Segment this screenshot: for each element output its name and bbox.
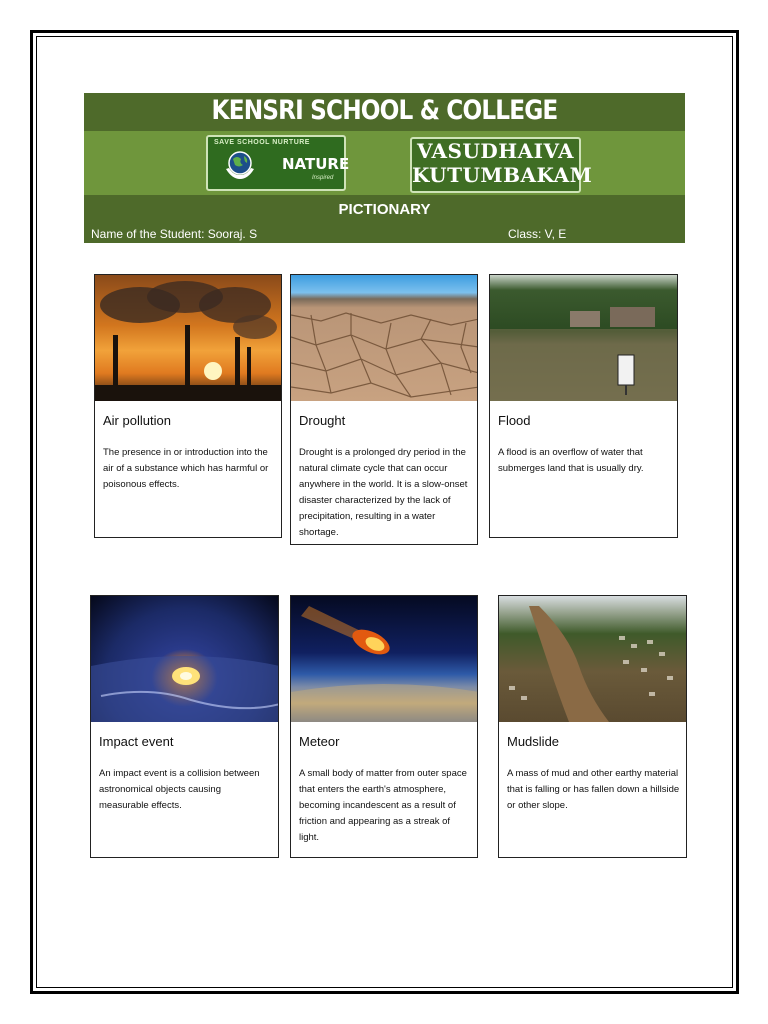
globe-hands-icon bbox=[222, 147, 258, 183]
logo-top-text: SAVE SCHOOL NURTURE bbox=[214, 139, 310, 146]
page-title: PICTIONARY bbox=[338, 201, 431, 218]
card-description: The presence in or introduction into the air of a substance which has harmful or poisonous effects. bbox=[103, 447, 269, 490]
student-name: Name of the Student: Sooraj. S bbox=[91, 227, 258, 241]
card-description: Drought is a prolonged dry period in the natural climate cycle that can occur anywhere in the world. It is a slow-onset disaster characterized by the lack of precipitation, resulting in a water shortage. bbox=[299, 447, 468, 538]
card-description: A small body of matter from outer space that enters the earth's atmosphere, becoming incandescent as a result of friction and appearing as a streak of light. bbox=[299, 768, 467, 843]
card-meteor bbox=[290, 595, 478, 858]
meteor-image bbox=[291, 596, 477, 722]
cracked-earth-image bbox=[291, 275, 477, 401]
logo-sub: Inspired bbox=[312, 175, 334, 181]
card-mudslide bbox=[498, 595, 687, 858]
card-drought bbox=[290, 274, 478, 545]
card-impact-event bbox=[90, 595, 279, 858]
card-description: An impact event is a collision between astronomical objects causing measurable effects. bbox=[99, 768, 260, 811]
logo-line-1: VASUDHAIVA bbox=[417, 139, 574, 163]
card-title: Meteor bbox=[299, 734, 340, 749]
asteroid-impact-image bbox=[91, 596, 278, 722]
factory-smoke-image bbox=[95, 275, 281, 401]
flooded-street-image bbox=[490, 275, 677, 401]
card-description: A mass of mud and other earthy material that is falling or has fallen down a hillside or other slope. bbox=[507, 768, 680, 811]
card-flood bbox=[489, 274, 678, 538]
school-name: KENSRI SCHOOL & COLLEGE bbox=[211, 95, 558, 126]
card-title: Drought bbox=[299, 413, 346, 428]
logo-line-2: KUTUMBAKAM bbox=[412, 163, 593, 187]
save-nature-logo bbox=[206, 135, 350, 191]
vasudhaiva-kutumbakam-logo bbox=[410, 137, 593, 193]
card-description: A flood is an overflow of water that submerges land that is usually dry. bbox=[498, 447, 644, 474]
header-banner bbox=[84, 93, 685, 243]
logo-word: NATURE bbox=[282, 155, 350, 173]
mudslide-image bbox=[499, 596, 686, 722]
card-air-pollution bbox=[94, 274, 282, 538]
card-title: Impact event bbox=[99, 734, 174, 749]
card-title: Mudslide bbox=[507, 734, 560, 749]
card-title: Flood bbox=[498, 413, 531, 428]
card-title: Air pollution bbox=[103, 413, 171, 428]
student-class: Class: V, E bbox=[508, 227, 567, 241]
banner-middle-band bbox=[84, 131, 685, 195]
